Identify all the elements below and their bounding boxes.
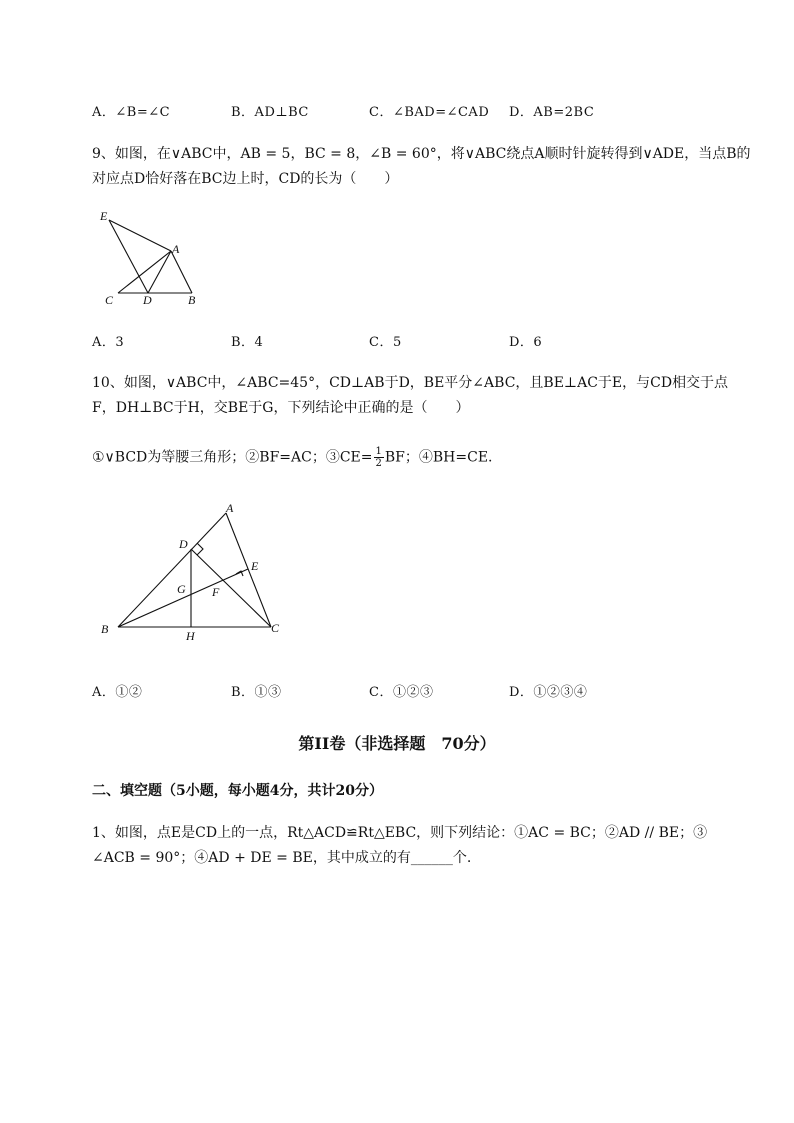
segment-AD xyxy=(148,251,171,293)
q10-option-a: A．①② xyxy=(92,685,143,700)
fill1-stem-line2-post: 个. xyxy=(452,850,472,866)
segment-EA xyxy=(109,220,171,251)
fill1-stem-line2 xyxy=(92,847,471,867)
q10-option-b: B．①③ xyxy=(231,685,282,700)
q9-figure xyxy=(96,208,206,308)
label-C: C xyxy=(271,621,280,635)
label-A: A xyxy=(226,501,234,515)
q8-option-b: B．AD⊥BC xyxy=(231,105,309,120)
right-angle-mark-D xyxy=(197,543,203,555)
answer-blank: ______ xyxy=(410,850,453,866)
segment-BE xyxy=(118,569,248,627)
q8-option-d: D．AB=2BC xyxy=(509,105,595,120)
label-G: G xyxy=(177,582,186,596)
label-H: H xyxy=(186,629,195,643)
label-E: E xyxy=(100,209,108,223)
segment-DC xyxy=(191,549,271,627)
q10-stem-line2: F，DH⊥BC于H，交BE于G，下列结论中正确的是（ ） xyxy=(92,400,470,416)
q9-option-d: D．6 xyxy=(509,335,543,350)
label-D: D xyxy=(143,293,152,307)
label-B: B xyxy=(188,293,196,307)
q10-conclusions-pre: ①∨BCD为等腰三角形；②BF=AC；③CE= xyxy=(92,449,373,466)
segment-AC xyxy=(226,513,271,627)
q9-stem-line2: 对应点D恰好落在BC边上时，CD的长为（ ） xyxy=(92,171,399,187)
label-B: B xyxy=(101,622,109,636)
section-heading: 二、填空题（5小题，每小题4分，共计20分） xyxy=(92,783,383,799)
fraction-half xyxy=(374,446,384,469)
q9-stem-line1: 9、如图，在∨ABC中，AB = 5，BC = 8，∠B = 60°，将∨ABC绕点A顺时针旋转得到∨ADE，当点B的 xyxy=(92,146,751,162)
fraction-numerator: 1 xyxy=(375,446,382,457)
segment-AB xyxy=(171,251,192,293)
q10-stem-line1: 10、如图，∨ABC中，∠ABC=45°，CD⊥AB于D，BE平分∠ABC，且BE⊥AC于E，与CD相交于点 xyxy=(92,375,729,391)
q10-figure xyxy=(95,496,295,646)
fill1-stem-line1: 1、如图，点E是CD上的一点，Rt△ACD≌Rt△EBC，则下列结论：①AC = BC；②AD // BE；③ xyxy=(92,825,708,841)
q10-option-c: C．①②③ xyxy=(369,685,434,700)
q10-conclusions xyxy=(92,446,493,469)
label-C: C xyxy=(105,293,114,307)
label-A: A xyxy=(172,242,180,256)
q8-option-c: C．∠BAD=∠CAD xyxy=(369,105,490,120)
q9-option-a: A．3 xyxy=(92,335,125,350)
q10-option-d: D．①②③④ xyxy=(509,685,588,700)
q9-option-b: B．4 xyxy=(231,335,264,350)
label-E: E xyxy=(251,559,259,573)
fill1-stem-line2-pre: ∠ACB = 90°；④AD + DE = BE，其中成立的有 xyxy=(92,850,411,866)
segment-BA xyxy=(118,513,226,627)
fraction-denominator: 2 xyxy=(375,458,382,469)
segment-ED xyxy=(109,220,148,293)
q8-option-a: A．∠B=∠C xyxy=(92,105,171,120)
label-D: D xyxy=(179,537,188,551)
q10-conclusions-post: BF；④BH=CE. xyxy=(384,449,493,466)
section-title: 第II卷（非选择题 70分） xyxy=(298,734,496,753)
q9-option-c: C．5 xyxy=(369,335,402,350)
label-F: F xyxy=(212,585,220,599)
